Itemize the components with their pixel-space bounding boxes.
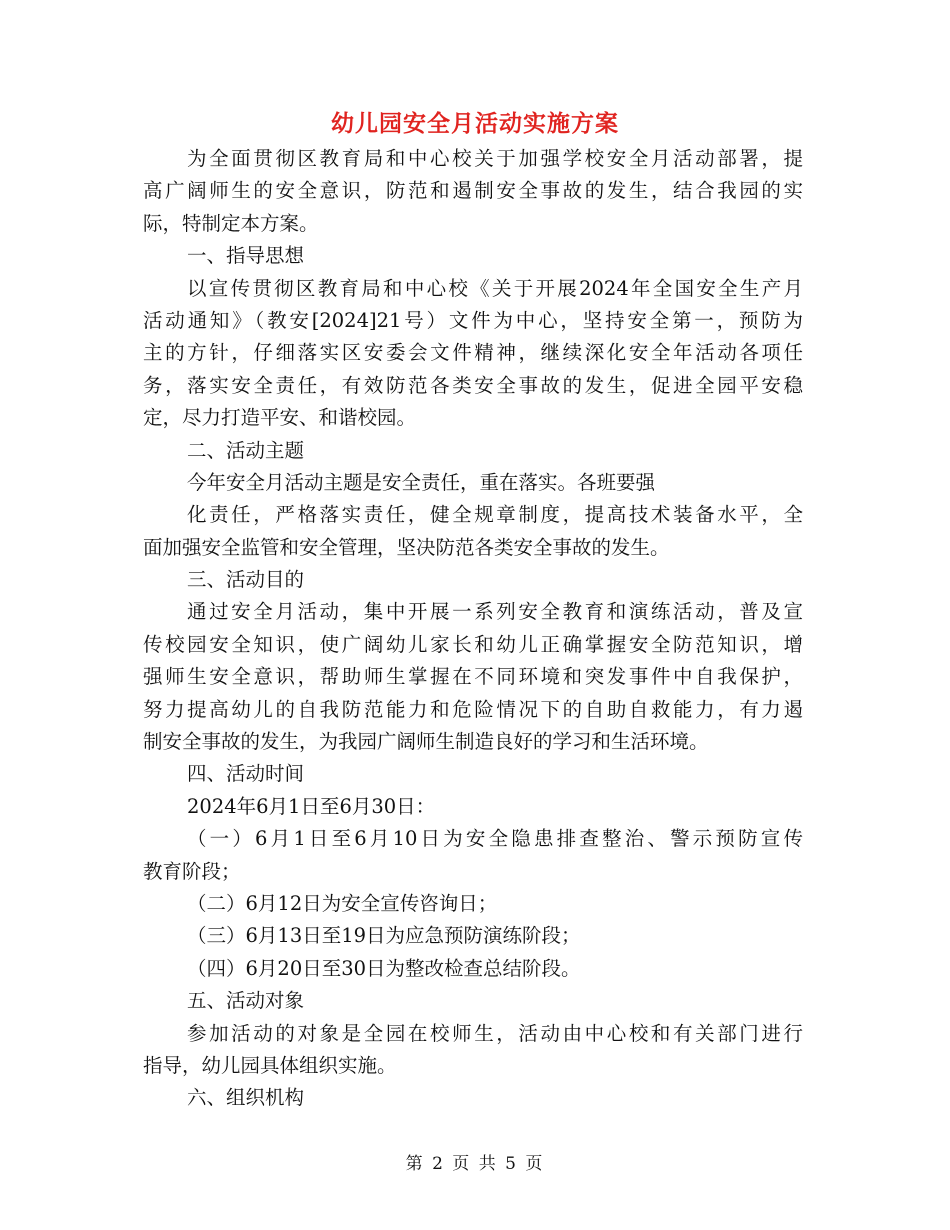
text-line: 主的方针，仔细落实区安委会文件精神，继续深化安全年活动各项任 <box>143 341 803 365</box>
document-body <box>143 143 803 1115</box>
text-line: 指导，幼儿园具体组织实施。 <box>143 1053 397 1077</box>
page-footer: 第 2 页 共 5 页 <box>405 1154 545 1174</box>
text-line: 务，落实安全责任，有效防范各类安全事故的发生，促进全园平安稳 <box>143 373 803 397</box>
text-line: 活动通知》（教安[2024]21号）文件为中心，坚持安全第一，预防为 <box>143 308 803 332</box>
text-line: 高广阔师生的安全意识，防范和遏制安全事故的发生，结合我园的实 <box>143 179 803 203</box>
text-line: 定，尽力打造平安、和谐校园。 <box>143 406 417 430</box>
text-line: 五、活动对象 <box>187 989 305 1013</box>
text-line: （一）6月1日至6月10日为安全隐患排查整治、警示预防宣传 <box>187 827 803 851</box>
text-line: （四）6月20日至30日为整改检查总结阶段。 <box>187 956 581 980</box>
text-line: 2024年6月1日至6月30日： <box>187 794 436 818</box>
text-line: （二）6月12日为安全宣传咨询日； <box>187 891 498 915</box>
text-line: 以宣传贯彻区教育局和中心校《关于开展2024年全国安全生产月 <box>187 276 803 300</box>
text-line: 传校园安全知识，使广阔幼儿家长和幼儿正确掌握安全防范知识，增 <box>143 632 803 656</box>
text-line: 六、组织机构 <box>187 1086 305 1110</box>
text-line: （三）6月13日至19日为应急预防演练阶段； <box>187 924 581 948</box>
text-line: 二、活动主题 <box>187 438 305 462</box>
text-line: 努力提高幼儿的自我防范能力和危险情况下的自助自救能力，有力遏 <box>143 697 803 721</box>
text-line: 际，特制定本方案。 <box>143 211 319 235</box>
text-line: 强师生安全意识，帮助师生掌握在不同环境和突发事件中自我保护， <box>143 665 803 689</box>
text-line: 化责任，严格落实责任，健全规章制度，提高技术装备水平，全 <box>187 503 803 527</box>
text-line: 四、活动时间 <box>187 762 305 786</box>
text-line: 通过安全月活动，集中开展一系列安全教育和演练活动，普及宣 <box>187 600 803 624</box>
text-line: 教育阶段； <box>143 859 241 883</box>
text-line: 三、活动目的 <box>187 568 305 592</box>
document-title: 幼儿园安全月活动实施方案 <box>331 110 619 137</box>
text-line: 制安全事故的发生，为我园广阔师生制造良好的学习和生活环境。 <box>143 730 709 754</box>
text-line: 参加活动的对象是全园在校师生，活动由中心校和有关部门进行 <box>187 1021 803 1045</box>
text-line: 一、指导思想 <box>187 244 305 268</box>
text-line: 面加强安全监管和安全管理，坚决防范各类安全事故的发生。 <box>143 535 670 559</box>
text-line: 为全面贯彻区教育局和中心校关于加强学校安全月活动部署，提 <box>187 147 803 170</box>
text-line: 今年安全月活动主题是安全责任，重在落实。各班要强 <box>187 470 656 494</box>
